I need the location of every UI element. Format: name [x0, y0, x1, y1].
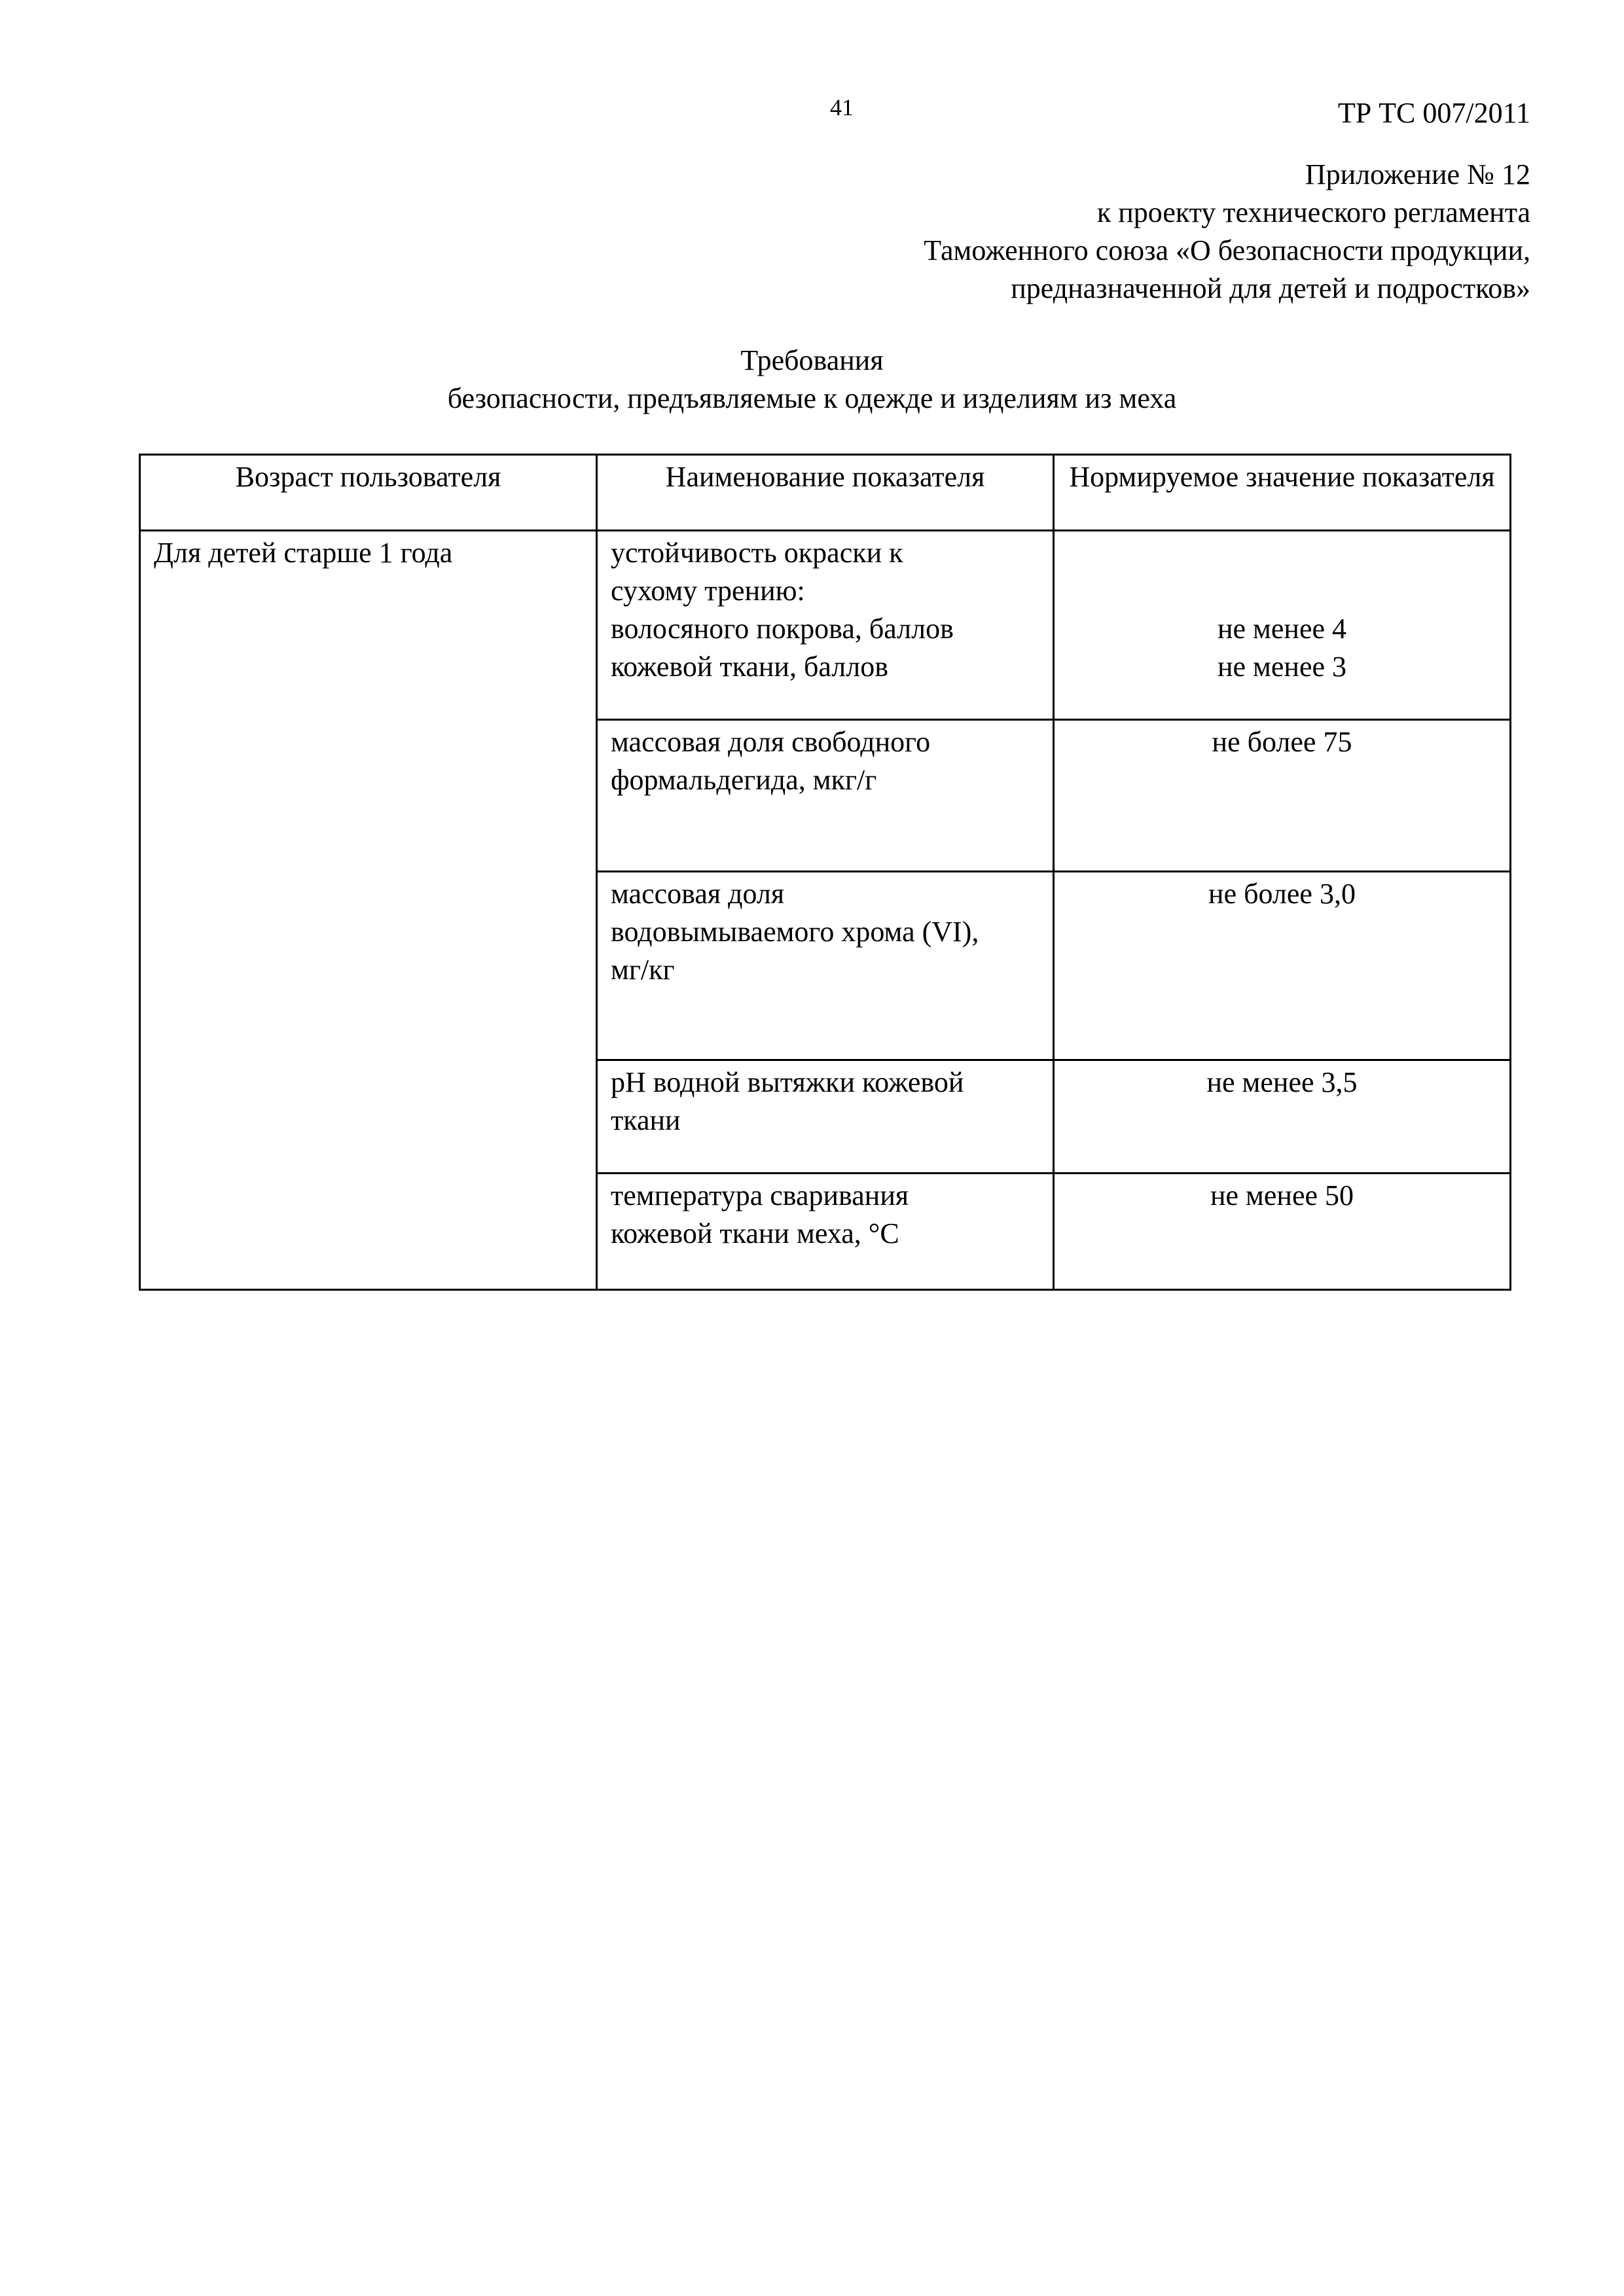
indicator-line: массовая доля свободного: [611, 726, 931, 758]
age-group-cell: Для детей старше 1 года: [140, 531, 597, 1290]
indicator-line: рН водной вытяжки кожевой: [611, 1066, 964, 1098]
indicator-line: ткани: [611, 1104, 681, 1136]
header-normative-value: Нормируемое значение показателя: [1054, 455, 1511, 531]
indicator-line: кожевой ткани меха, °С: [611, 1217, 899, 1249]
annex-line: Таможенного союза «О безопасности продукции,: [924, 234, 1530, 266]
normative-value-cell: [1054, 872, 1511, 1060]
indicator-name-cell: [597, 1060, 1054, 1174]
indicator-line: мг/кг: [611, 954, 675, 986]
value-line: не более 75: [1212, 726, 1352, 758]
value-line: не менее 3: [1217, 651, 1347, 683]
annex-line: предназначенной для детей и подростков»: [1011, 272, 1530, 304]
header-age: Возраст пользователя: [140, 455, 597, 531]
title-subheading: безопасности, предъявляемые к одежде и изделиям из меха: [447, 382, 1177, 414]
annex-line: к проекту технического регламента: [1096, 196, 1530, 228]
normative-value-cell: [1054, 1174, 1511, 1290]
indicator-name-cell: [597, 1174, 1054, 1290]
title-heading: Требования: [740, 344, 884, 376]
value-line: не менее 3,5: [1206, 1066, 1358, 1098]
annex-reference: [924, 156, 1530, 308]
normative-value-cell: [1054, 531, 1511, 720]
document-code: ТР ТС 007/2011: [1337, 97, 1530, 129]
indicator-line: формальдегида, мкг/г: [611, 764, 877, 796]
indicator-name-cell: [597, 720, 1054, 872]
indicator-name-cell: [597, 531, 1054, 720]
indicator-line: водовымываемого хрома (VI),: [611, 916, 979, 948]
table-header-row: [140, 455, 1511, 531]
requirements-table: [139, 454, 1511, 1291]
table-row: [140, 531, 1511, 720]
document-title: [0, 342, 1624, 418]
normative-value-cell: [1054, 1060, 1511, 1174]
indicator-line: температура сваривания: [611, 1179, 909, 1211]
indicator-line: устойчивость окраски к: [611, 537, 903, 569]
indicator-line: сухому трению:: [611, 575, 805, 607]
annex-number: Приложение № 12: [1305, 158, 1530, 190]
value-line: не более 3,0: [1208, 878, 1356, 910]
value-line: не менее 50: [1210, 1179, 1354, 1211]
value-line: не менее 4: [1217, 613, 1347, 645]
page-number: 41: [830, 94, 854, 120]
indicator-name-cell: [597, 872, 1054, 1060]
indicator-line: массовая доля: [611, 878, 785, 910]
indicator-line: кожевой ткани, баллов: [611, 651, 888, 683]
indicator-line: волосяного покрова, баллов: [611, 613, 954, 645]
header-indicator-name: Наименование показателя: [597, 455, 1054, 531]
normative-value-cell: [1054, 720, 1511, 872]
